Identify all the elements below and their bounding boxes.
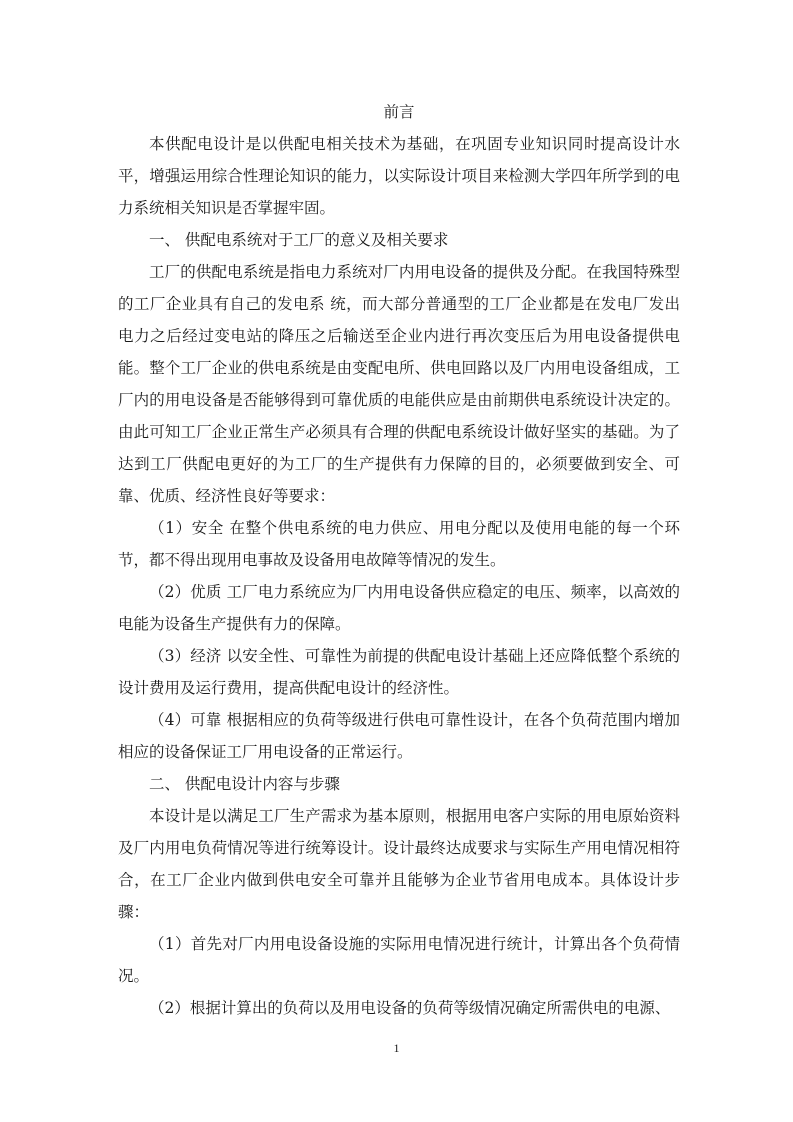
design-step-2: （2）根据计算出的负荷以及用电设备的负荷等级情况确定所需供电的电源、 — [149, 999, 671, 1017]
document-page — [118, 96, 680, 1024]
requirement-item-quality: （2）优质 工厂电力系统应为厂内用电设备供应稳定的电压、频率，以高效的电能为设备生产提供有力的保障。 — [118, 583, 680, 633]
requirement-item-reliability: （4）可靠 根据相应的负荷等级进行供电可靠性设计，在各个负荷范围内增加相应的设备保证工厂用电设备的正常运行。 — [118, 711, 680, 761]
page-title: 前言 — [383, 103, 415, 121]
section-1-heading: 一、 供配电系统对于工厂的意义及相关要求 — [149, 231, 449, 249]
requirement-item-economy: （3）经济 以安全性、可靠性为前提的供配电设计基础上还应降低整个系统的设计费用及运行费用，提高供配电设计的经济性。 — [118, 647, 680, 697]
design-step-1: （1）首先对厂内用电设备设施的实际用电情况进行统计，计算出各个负荷情况。 — [118, 935, 680, 985]
page-number: 1 — [393, 1041, 400, 1055]
section-2-heading: 二、 供配电设计内容与步骤 — [149, 775, 340, 793]
section-2-body: 本设计是以满足工厂生产需求为基本原则，根据用电客户实际的用电原始资料及厂内用电负荷情况等进行统筹设计。设计最终达成要求与实际生产用电情况相符合，在工厂企业内做到供电安全可靠并且能够为企业节省用电成本。具体设计步骤： — [118, 807, 680, 921]
requirement-item-safety: （1）安全 在整个供电系统的电力供应、用电分配以及使用电能的每一个环节，都不得出现用电事故及设备用电故障等情况的发生。 — [118, 519, 680, 569]
intro-paragraph: 本供配电设计是以供配电相关技术为基础，在巩固专业知识同时提高设计水平，增强运用综合性理论知识的能力，以实际设计项目来检测大学四年所学到的电力系统相关知识是否掌握牢固。 — [118, 135, 680, 217]
section-1-body: 工厂的供配电系统是指电力系统对厂内用电设备的提供及分配。在我国特殊型的工厂企业具有自己的发电系 统，而大部分普通型的工厂企业都是在发电厂发出电力之后经过变电站的降压之后输送至企业内进行再次变压后为用电设备提供电能。整个工厂企业的供电系统是由变配电所、供电回路以及厂内用电设备组成，工厂内的用电设备是否能够得到可靠优质的电能供应是由前期供电系统设计决定的。由此可知工厂企业正常生产必须具有合理的供配电系统设计做好坚实的基础。为了达到工厂供配电更好的为工厂的生产提供有力保障的目的，必须要做到安全、可靠、优质、经济性良好等要求： — [118, 263, 680, 505]
